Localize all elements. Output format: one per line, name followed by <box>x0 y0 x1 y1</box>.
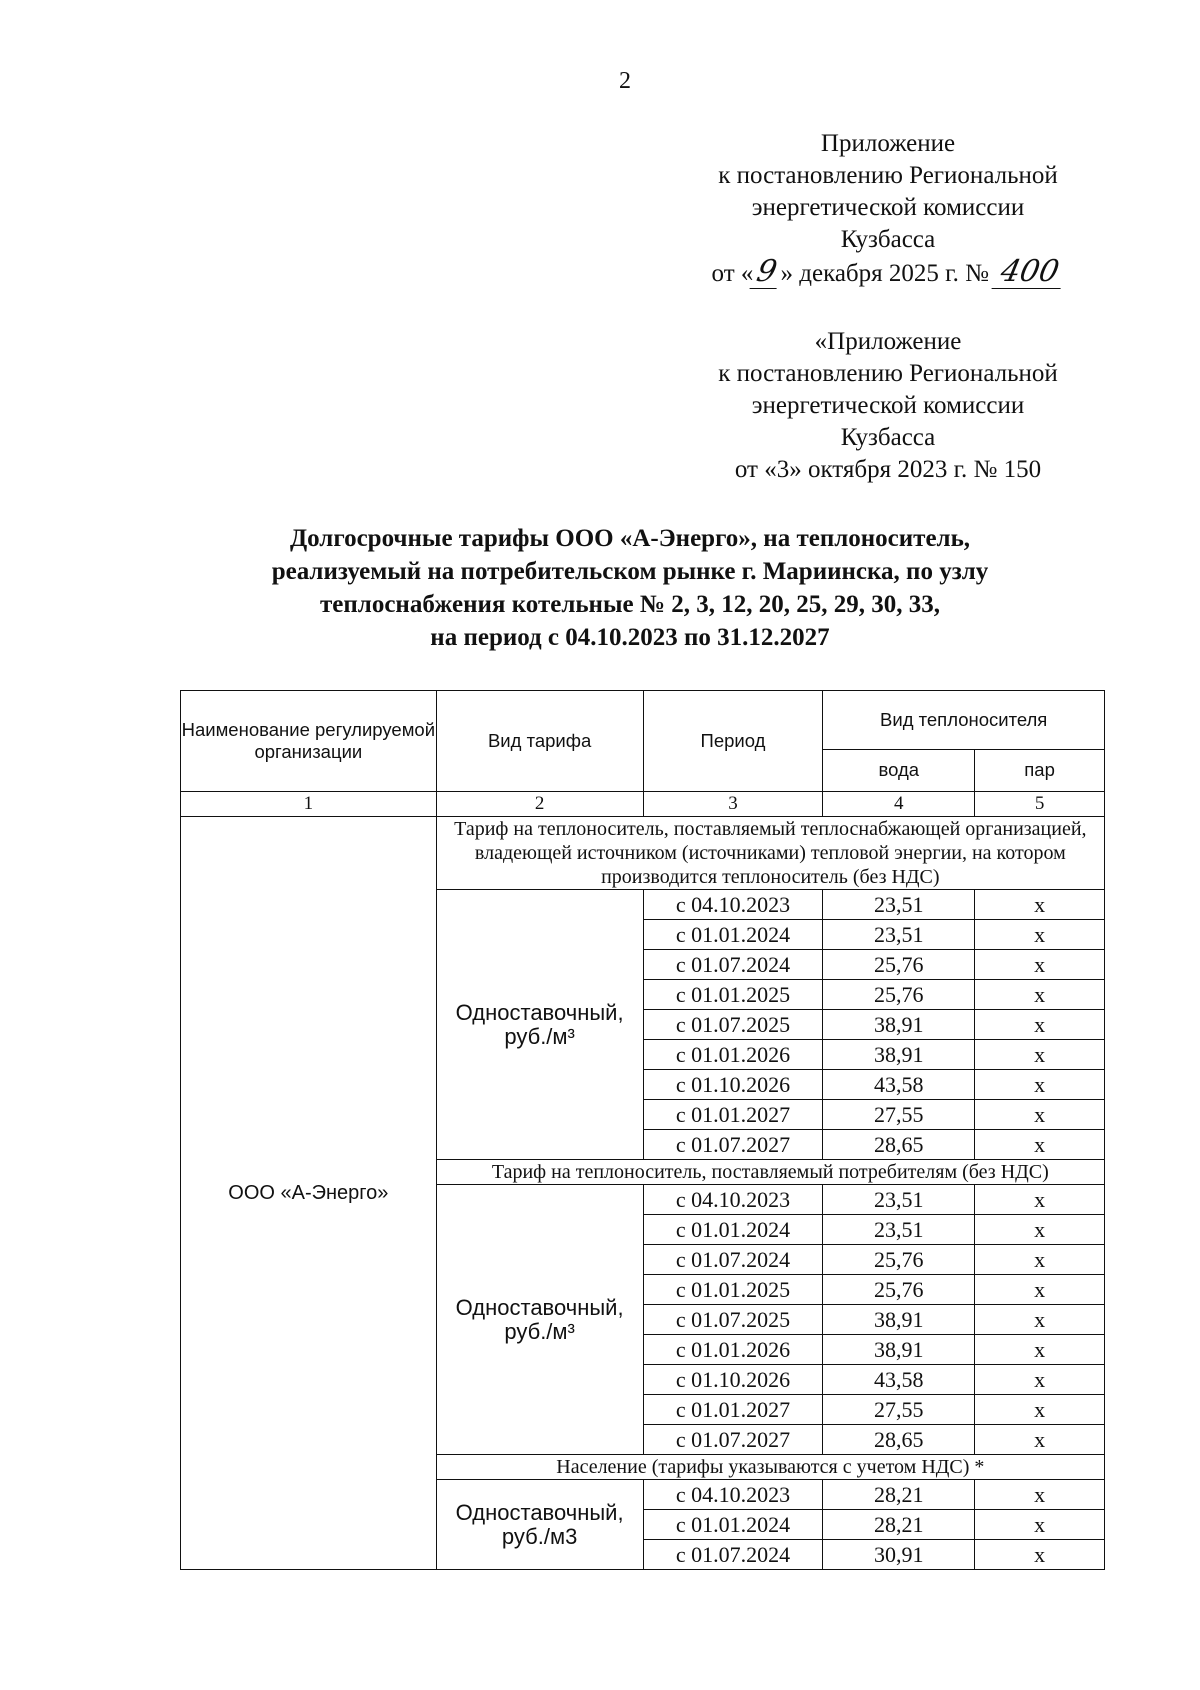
water-value: 30,91 <box>823 1540 975 1570</box>
period-cell: с 01.01.2024 <box>643 1215 823 1245</box>
appendix-current <box>678 128 1098 290</box>
period-cell: с 04.10.2023 <box>643 1185 823 1215</box>
appendix-line: Кузбасса <box>840 226 936 253</box>
title-line: на период с 04.10.2023 по 31.12.2027 <box>430 624 830 651</box>
steam-value: х <box>975 1010 1105 1040</box>
section-title: Население (тарифы указываются с учетом НДС) * <box>436 1455 1104 1480</box>
period-cell: с 04.10.2023 <box>643 1480 823 1510</box>
steam-value: х <box>975 1425 1105 1455</box>
header-period: Период <box>643 691 823 792</box>
period-cell: с 01.07.2027 <box>643 1425 823 1455</box>
tariff-type: Одноставочный, руб./м³ <box>436 890 643 1160</box>
appendix-line: Приложение <box>820 130 956 157</box>
steam-value: х <box>975 1480 1105 1510</box>
appendix-previous <box>678 326 1098 486</box>
steam-value: х <box>975 1395 1105 1425</box>
header-water: вода <box>823 749 975 791</box>
title-line: Долгосрочные тарифы ООО «А-Энерго», на теплоноситель, <box>289 525 971 552</box>
water-value: 23,51 <box>823 890 975 920</box>
section-header-row <box>181 817 1105 890</box>
table-body <box>181 817 1105 1570</box>
steam-value: х <box>975 1215 1105 1245</box>
water-value: 23,51 <box>823 920 975 950</box>
column-number: 4 <box>823 792 975 817</box>
period-cell: с 01.07.2027 <box>643 1130 823 1160</box>
appendix-line: энергетической комиссии <box>751 392 1025 419</box>
appendix-line: к постановлению Региональной <box>718 162 1058 189</box>
water-value: 23,51 <box>823 1215 975 1245</box>
column-number: 5 <box>975 792 1105 817</box>
water-value: 38,91 <box>823 1010 975 1040</box>
period-cell: с 01.01.2024 <box>643 1510 823 1540</box>
period-cell: с 01.01.2025 <box>643 1275 823 1305</box>
steam-value: х <box>975 1070 1105 1100</box>
steam-value: х <box>975 1305 1105 1335</box>
steam-value: х <box>975 890 1105 920</box>
appendix-line: Кузбасса <box>840 424 936 451</box>
appendix-line: энергетической комиссии <box>751 194 1025 221</box>
tariff-table <box>180 690 1105 1570</box>
steam-value: х <box>975 1100 1105 1130</box>
column-number: 2 <box>436 792 643 817</box>
steam-value: х <box>975 1130 1105 1160</box>
period-cell: с 01.10.2026 <box>643 1070 823 1100</box>
period-cell: с 01.01.2025 <box>643 980 823 1010</box>
water-value: 38,91 <box>823 1040 975 1070</box>
column-number: 1 <box>181 792 437 817</box>
water-value: 28,21 <box>823 1510 975 1540</box>
appendix-line: «Приложение <box>814 328 962 355</box>
period-cell: с 04.10.2023 <box>643 890 823 920</box>
steam-value: х <box>975 1245 1105 1275</box>
steam-value: х <box>975 980 1105 1010</box>
period-cell: с 01.07.2024 <box>643 950 823 980</box>
steam-value: х <box>975 1185 1105 1215</box>
column-number-row <box>181 792 1105 817</box>
header-org: Наименование регулируемой организации <box>181 691 437 792</box>
water-value: 25,76 <box>823 1275 975 1305</box>
water-value: 25,76 <box>823 980 975 1010</box>
steam-value: х <box>975 1365 1105 1395</box>
water-value: 38,91 <box>823 1305 975 1335</box>
period-cell: с 01.07.2024 <box>643 1540 823 1570</box>
water-value: 27,55 <box>823 1395 975 1425</box>
period-cell: с 01.07.2025 <box>643 1010 823 1040</box>
header-tariff-type: Вид тарифа <box>436 691 643 792</box>
date-prefix: от « <box>711 260 754 287</box>
appendix-line: от «3» октября 2023 г. № 150 <box>734 456 1042 483</box>
date-suffix: » декабря 2025 г. № <box>780 260 989 287</box>
water-value: 38,91 <box>823 1335 975 1365</box>
title-line: реализуемый на потребительском рынке г. Мариинска, по узлу <box>271 558 989 585</box>
steam-value: х <box>975 1335 1105 1365</box>
page-number: 2 <box>619 68 631 94</box>
header-steam: пар <box>975 749 1105 791</box>
column-number: 3 <box>643 792 823 817</box>
steam-value: х <box>975 920 1105 950</box>
steam-value: х <box>975 1040 1105 1070</box>
handwritten-day: 9 <box>750 256 784 289</box>
water-value: 25,76 <box>823 950 975 980</box>
period-cell: с 01.01.2024 <box>643 920 823 950</box>
section-title: Тариф на теплоноситель, поставляемый теплоснабжающей организацией, владеющей источником (источниками) тепловой энергии, на котором производится теплоноситель (без НДС) <box>436 817 1104 890</box>
period-cell: с 01.01.2026 <box>643 1335 823 1365</box>
water-value: 43,58 <box>823 1070 975 1100</box>
period-cell: с 01.01.2027 <box>643 1100 823 1130</box>
steam-value: х <box>975 1275 1105 1305</box>
period-cell: с 01.10.2026 <box>643 1365 823 1395</box>
water-value: 43,58 <box>823 1365 975 1395</box>
period-cell: с 01.01.2027 <box>643 1395 823 1425</box>
water-value: 28,65 <box>823 1130 975 1160</box>
section-title: Тариф на теплоноситель, поставляемый потребителям (без НДС) <box>436 1160 1104 1185</box>
water-value: 27,55 <box>823 1100 975 1130</box>
tariff-type: Одноставочный, руб./м³ <box>436 1185 643 1455</box>
water-value: 23,51 <box>823 1185 975 1215</box>
period-cell: с 01.01.2026 <box>643 1040 823 1070</box>
steam-value: х <box>975 950 1105 980</box>
steam-value: х <box>975 1540 1105 1570</box>
water-value: 28,65 <box>823 1425 975 1455</box>
header-row <box>181 691 1105 750</box>
period-cell: с 01.07.2025 <box>643 1305 823 1335</box>
steam-value: х <box>975 1510 1105 1540</box>
appendix-line: к постановлению Региональной <box>718 360 1058 387</box>
organization-name: ООО «А-Энерго» <box>181 817 437 1570</box>
period-cell: с 01.07.2024 <box>643 1245 823 1275</box>
water-value: 25,76 <box>823 1245 975 1275</box>
appendix-date-line <box>678 256 1098 290</box>
tariff-type: Одноставочный, руб./м3 <box>436 1480 643 1570</box>
water-value: 28,21 <box>823 1480 975 1510</box>
document-title <box>180 522 1080 654</box>
header-carrier: Вид теплоносителя <box>823 691 1105 750</box>
handwritten-number: 400 <box>992 256 1068 289</box>
title-line: теплоснабжения котельные № 2, 3, 12, 20, 25, 29, 30, 33, <box>320 591 940 618</box>
